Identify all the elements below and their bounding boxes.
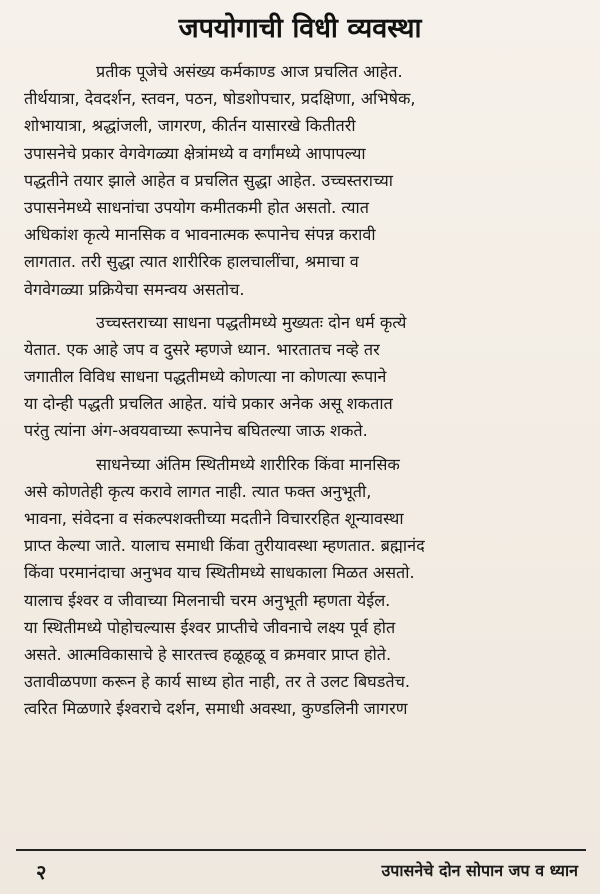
text-line: अधिकांश कृत्ये मानसिक व भावनात्मक रूपानेच संपन्न करावी — [24, 225, 376, 245]
paragraph-1 — [24, 58, 580, 303]
text-line: या दोन्ही पद्धती प्रचलित आहेत. यांचे प्रकार अनेक असू शकतात — [24, 394, 393, 414]
running-footer-title: उपासनेचे दोन सोपान जप व ध्यान — [381, 861, 578, 880]
text-line: उतावीळपणा करून हे कार्य साध्य होत नाही, तर ते उलट बिघडतेच. — [24, 672, 411, 692]
paragraph-3 — [24, 451, 580, 723]
text-line: त्वरित मिळणारे ईश्वराचे दर्शन, समाधी अवस्था, कुण्डलिनी जागरण — [24, 699, 408, 719]
text-line: किंवा परमानंदाचा अनुभव याच स्थितीमध्ये साधकाला मिळत असतो. — [24, 563, 415, 583]
text-line: उपासनेमध्ये साधनांचा उपयोग कमीतकमी होत असतो. त्यात — [24, 197, 369, 217]
text-line: प्रतीक पूजेचे असंख्य कर्मकाण्ड आज प्रचलित आहेत. — [96, 62, 403, 81]
text-line: प्राप्त केल्या जाते. यालाच समाधी किंवा तुरीयावस्था म्हणतात. ब्रह्मानंद — [24, 536, 425, 556]
text-line: असते. आत्मविकासाचे हे सारतत्त्व हळूहळू व क्रमवार प्राप्त होते. — [24, 644, 392, 664]
text-line: परंतु त्यांना अंग-अवयवाच्या रूपानेच बघितल्या जाऊ शकते. — [24, 421, 368, 441]
paragraph-2 — [24, 309, 580, 445]
text-line: शोभायात्रा, श्रद्धांजली, जागरण, कीर्तन यासारखे कितीतरी — [24, 116, 356, 136]
page-title: जपयोगाची विधी व्यवस्था — [178, 13, 422, 44]
page-number: २ — [36, 860, 47, 884]
text-line: जगातील विविध साधना पद्धतीमध्ये कोणत्या ना कोणत्या रूपाने — [24, 367, 387, 387]
text-line: उच्चस्तराच्या साधना पद्धतीमध्ये मुख्यतः दोन धर्म कृत्ये — [96, 312, 407, 332]
text-line: वेगवेगळ्या प्रक्रियेचा समन्वय असतोच. — [24, 279, 245, 299]
footer-divider — [16, 849, 586, 851]
text-line: येतात. एक आहे जप व दुसरे म्हणजे ध्यान. भारतातच नव्हे तर — [24, 339, 380, 359]
text-line: तीर्थयात्रा, देवदर्शन, स्तवन, पठन, षोडशोपचार, प्रदक्षिणा, अभिषेक, — [24, 89, 416, 109]
text-line: या स्थितीमध्ये पोहोचल्यास ईश्वर प्राप्तीचे जीवनाचे लक्ष्य पूर्व होत — [24, 617, 396, 637]
text-line: असे कोणतेही कृत्य करावे लागत नाही. त्यात फक्त अनुभूती, — [24, 481, 372, 501]
text-line: लागतात. तरी सुद्धा त्यात शारीरिक हालचालींचा, श्रमाचा व — [24, 252, 359, 272]
text-line: भावना, संवेदना व संकल्पशक्तीच्या मदतीने विचाररहित शून्यावस्था — [24, 509, 404, 528]
text-line: पद्धतीने तयार झाले आहेत व प्रचलित सुद्धा आहेत. उच्चस्तराच्या — [24, 170, 393, 190]
text-line: यालाच ईश्वर व जीवाच्या मिलनाची चरम अनुभूती म्हणता येईल. — [24, 590, 391, 610]
body-text — [24, 58, 580, 729]
text-line: साधनेच्या अंतिम स्थितीमध्ये शारीरिक किंवा मानसिक — [96, 454, 400, 474]
text-line: उपासनेचे प्रकार वेगवेगळ्या क्षेत्रांमध्ये व वर्गांमध्ये आपापल्या — [24, 143, 366, 163]
